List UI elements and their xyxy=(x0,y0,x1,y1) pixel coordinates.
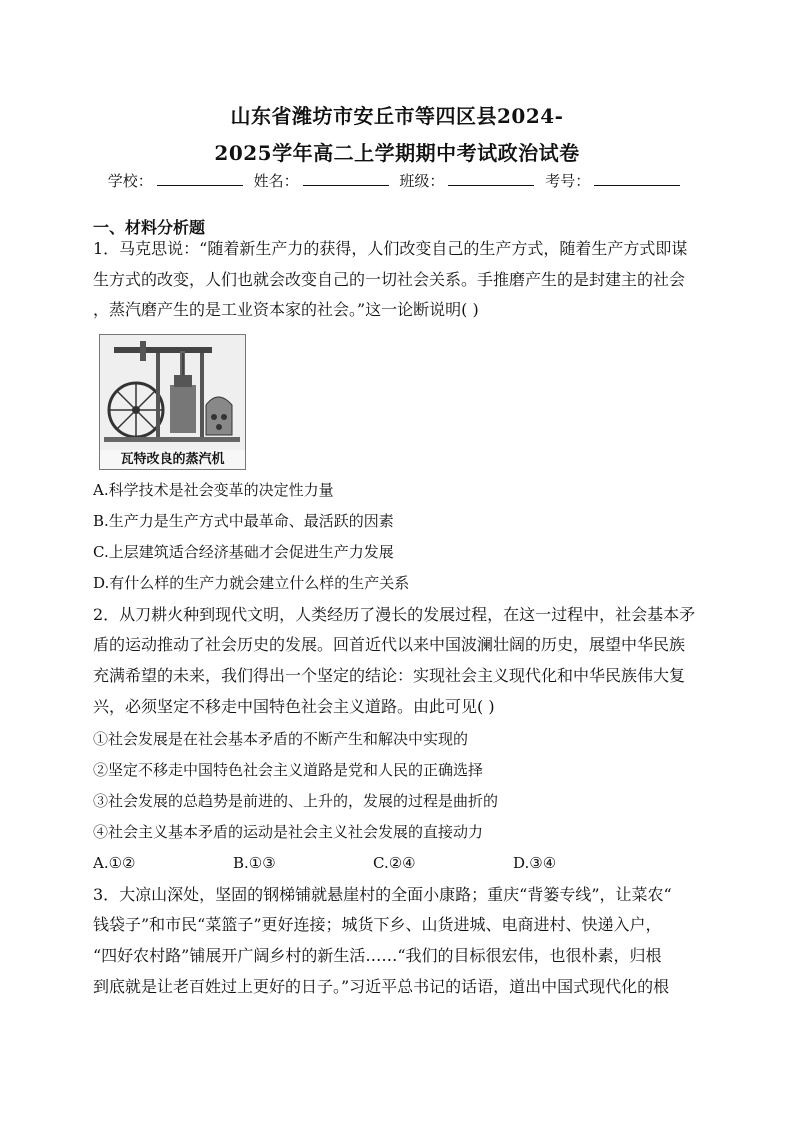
class-label: 班级： xyxy=(399,172,445,190)
number-label: 考号： xyxy=(545,172,591,190)
school-blank xyxy=(157,171,243,186)
q2-statement-1: ①社会发展是在社会基本矛盾的不断产生和解决中实现的 xyxy=(93,730,469,748)
q2-line: 盾的运动推动了社会历史的发展。回首近代以来中国波澜壮阔的历史，展望中华民族 xyxy=(93,635,686,654)
exam-title-line1: 山东省潍坊市安丘市等四区县2024- xyxy=(230,104,564,128)
q1-option-d: D.有什么样的生产力就会建立什么样的生产关系 xyxy=(93,574,410,592)
q2-line: 兴，必须坚定不移走中国特色社会主义道路。由此可见( ) xyxy=(93,697,495,716)
q1-option-c: C.上层建筑适合经济基础才会促进生产力发展 xyxy=(93,543,394,561)
steam-engine-figure xyxy=(99,334,246,470)
name-blank xyxy=(303,171,389,186)
q2-statement-4: ④社会主义基本矛盾的运动是社会主义社会发展的直接动力 xyxy=(93,823,484,841)
q2-line: 2．从刀耕火种到现代文明，人类经历了漫长的发展过程，在这一过程中，社会基本矛 xyxy=(93,605,696,624)
section-title: 一、材料分析题 xyxy=(93,218,206,237)
q2-statement-2: ②坚定不移走中国特色社会主义道路是党和人民的正确选择 xyxy=(93,761,484,779)
q2-option-a: A.①② xyxy=(93,854,136,872)
class-blank xyxy=(448,171,534,186)
q2-option-d: D.③④ xyxy=(513,854,557,872)
number-blank xyxy=(594,171,680,186)
q3-line: “四好农村路”铺展开广阔乡村的新生活……“我们的目标很宏伟，也很朴素，归根 xyxy=(93,946,662,965)
q1-line: 生方式的改变，人们也就会改变自己的一切社会关系。手推磨产生的是封建主的社会 xyxy=(93,270,686,289)
figure-caption: 瓦特改良的蒸汽机 xyxy=(120,452,225,467)
q1-option-b: B.生产力是生产方式中最革命、最活跃的因素 xyxy=(93,512,394,530)
student-info-row xyxy=(0,170,794,191)
q2-option-c: C.②④ xyxy=(373,854,416,872)
q1-line: 1．马克思说：“随着新生产力的获得，人们改变自己的生产方式，随着生产方式即谋 xyxy=(93,239,688,258)
q3-line: 到底就是让老百姓过上更好的日子。”习近平总书记的话语，道出中国式现代化的根 xyxy=(93,977,670,996)
q2-line: 充满希望的未来，我们得出一个坚定的结论：实现社会主义现代化和中华民族伟大复 xyxy=(93,666,686,685)
name-label: 姓名： xyxy=(253,172,299,190)
q1-option-a: A.科学技术是社会变革的决定性力量 xyxy=(93,481,334,499)
q2-statement-3: ③社会发展的总趋势是前进的、上升的，发展的过程是曲折的 xyxy=(93,792,499,810)
q2-options-row xyxy=(93,853,653,873)
q1-line: ，蒸汽磨产生的是工业资本家的社会。”这一论断说明( ) xyxy=(93,300,479,319)
q3-line: 钱袋子”和市民“菜篮子”更好连接；城货下乡、山货进城、电商进村、快递入户， xyxy=(93,915,662,934)
q3-line: 3．大凉山深处，坚固的钢梯铺就悬崖村的全面小康路；重庆“背篓专线”，让菜农“ xyxy=(93,885,672,904)
steam-engine-illustration xyxy=(100,335,245,450)
school-label: 学校： xyxy=(107,172,153,190)
exam-title-line2: 2025学年高二上学期期中考试政治试卷 xyxy=(214,141,580,165)
q2-option-b: B.①③ xyxy=(233,854,276,872)
